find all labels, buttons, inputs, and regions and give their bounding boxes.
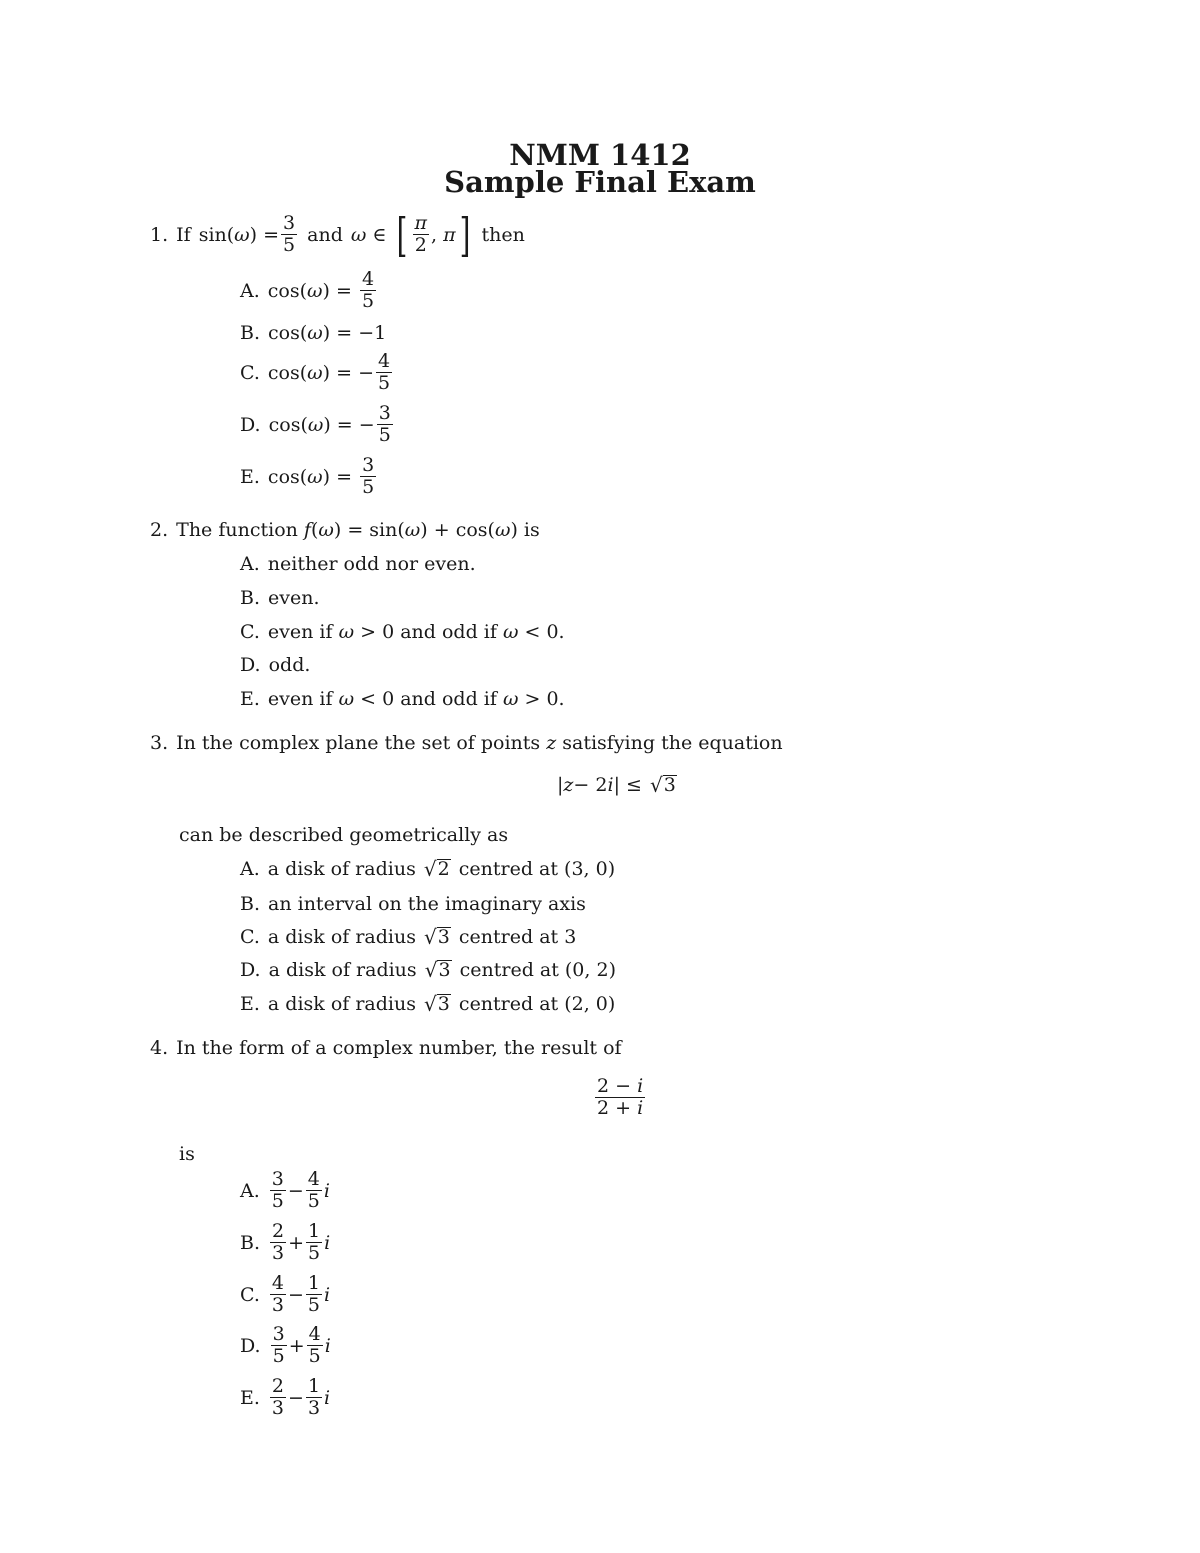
operator: − xyxy=(288,1386,304,1409)
numerator: π xyxy=(414,212,427,235)
sin-text: sin( xyxy=(198,224,235,246)
equals: ) = xyxy=(323,413,353,436)
fraction xyxy=(306,1377,322,1419)
option-text: < 0. xyxy=(524,621,565,643)
numerator: 4 xyxy=(361,268,375,290)
denominator: 3 xyxy=(307,1396,321,1419)
variable-z: z xyxy=(546,732,557,754)
option-text: centred at (2, 0) xyxy=(458,993,616,1015)
equals: ) = xyxy=(322,465,353,488)
equals: ) = xyxy=(322,361,353,384)
option-label: E. xyxy=(240,688,260,710)
q4-option-b xyxy=(240,1222,330,1264)
cos-text: cos( xyxy=(268,413,308,436)
option-text: neither odd nor even. xyxy=(267,553,476,575)
denominator: 5 xyxy=(307,1293,321,1316)
option-label: D. xyxy=(240,959,261,981)
q4-expression xyxy=(593,1077,647,1119)
denominator: 3 xyxy=(271,1293,284,1316)
abs-bar: | xyxy=(557,774,564,796)
equation-text: − 2 xyxy=(573,774,608,796)
fraction xyxy=(270,1377,286,1419)
denominator xyxy=(595,1097,645,1119)
fraction xyxy=(270,1274,286,1316)
option-label: E. xyxy=(240,465,260,488)
question-number: 1. xyxy=(150,224,169,246)
omega: ω xyxy=(338,621,355,643)
denominator: 5 xyxy=(307,1189,320,1212)
numerator: 4 xyxy=(307,1168,320,1190)
question-1-stem xyxy=(150,208,525,262)
num-text: 2 − xyxy=(597,1075,632,1097)
denominator: 5 xyxy=(361,289,375,312)
question-number: 4. xyxy=(150,1037,169,1059)
q2-option-d xyxy=(240,654,310,676)
q4-option-e xyxy=(240,1377,330,1419)
denominator: 2 xyxy=(414,234,427,256)
q3-option-a xyxy=(240,858,615,880)
equation-text: | ≤ xyxy=(613,774,642,796)
option-text: odd. xyxy=(268,654,311,676)
option-text: > 0. xyxy=(524,688,565,710)
option-text: even if xyxy=(267,688,333,710)
stem-text: can be described geometrically as xyxy=(179,824,509,846)
q2-option-a xyxy=(240,553,476,575)
fraction xyxy=(281,214,297,256)
square-root xyxy=(425,960,452,980)
fraction xyxy=(376,352,392,394)
fraction xyxy=(306,1222,322,1264)
omega: ω xyxy=(338,688,355,710)
denominator: 3 xyxy=(272,1241,285,1264)
fraction xyxy=(360,270,376,312)
q4-option-d xyxy=(240,1325,331,1367)
denominator: 5 xyxy=(378,423,391,446)
omega: ω xyxy=(307,361,323,384)
word: If xyxy=(176,224,191,246)
option-label: E. xyxy=(240,1386,260,1409)
question-3-stem xyxy=(150,732,783,754)
fraction xyxy=(413,214,430,256)
option-label: D. xyxy=(240,654,261,676)
option-text: centred at (3, 0) xyxy=(458,858,616,880)
square-root xyxy=(424,994,451,1014)
imaginary-i: i xyxy=(324,1231,331,1254)
option-text: a disk of radius xyxy=(267,926,416,948)
omega: ω xyxy=(404,519,421,541)
pi: π xyxy=(443,224,456,246)
square-root xyxy=(650,775,677,795)
option-text: > 0 and odd if xyxy=(360,621,497,643)
imaginary-i: i xyxy=(323,1179,330,1202)
q1-option-d xyxy=(240,404,395,446)
imaginary-i: i xyxy=(637,1075,644,1097)
denominator: 5 xyxy=(272,1344,285,1367)
omega: ω xyxy=(318,519,334,541)
stem-text: is xyxy=(179,1143,195,1165)
imaginary-i: i xyxy=(637,1096,644,1119)
omega: ω xyxy=(494,519,511,541)
q1-option-b xyxy=(240,322,386,344)
q4-option-c xyxy=(240,1274,330,1316)
radical-sign: √ xyxy=(423,857,437,881)
operator: − xyxy=(288,1283,304,1306)
cos-text: cos( xyxy=(268,322,308,344)
q1-option-e xyxy=(240,456,378,498)
numerator: 3 xyxy=(283,212,296,235)
option-text: even. xyxy=(268,587,320,609)
fraction xyxy=(360,456,376,498)
den-text: 2 + xyxy=(597,1096,632,1119)
fraction xyxy=(377,404,393,446)
minus-sign: − xyxy=(358,413,375,436)
stem-text: The function xyxy=(176,519,298,541)
square-root xyxy=(424,927,451,947)
option-label: B. xyxy=(240,587,261,609)
option-text: centred at (0, 2) xyxy=(459,959,616,981)
fraction xyxy=(306,1274,322,1316)
operator: − xyxy=(287,1179,304,1202)
numerator: 2 xyxy=(271,1375,285,1397)
numerator: 4 xyxy=(308,1323,321,1345)
option-label: A. xyxy=(240,553,260,575)
stem-text: ) is xyxy=(510,519,540,541)
imaginary-i: i xyxy=(324,1283,331,1306)
q1-option-c xyxy=(240,352,394,394)
radicand: 2 xyxy=(437,858,450,880)
option-text: an interval on the imaginary axis xyxy=(268,893,586,915)
q2-option-e xyxy=(240,688,565,710)
radicand: 3 xyxy=(663,774,676,796)
omega: ω xyxy=(307,322,323,344)
q3-option-d xyxy=(240,959,616,981)
square-root xyxy=(424,859,451,879)
fraction xyxy=(306,1170,322,1212)
option-text: < 0 and odd if xyxy=(360,688,497,710)
exam-title: Sample Final Exam xyxy=(444,165,756,199)
option-text: a disk of radius xyxy=(267,993,416,1015)
numerator: 2 xyxy=(272,1220,285,1242)
comma: , xyxy=(431,224,438,246)
question-number: 3. xyxy=(150,732,169,754)
omega: ω xyxy=(234,224,250,246)
left-bracket: [ xyxy=(396,208,407,262)
q3-equation xyxy=(557,774,679,796)
operator: + xyxy=(288,1334,305,1357)
radicand: 3 xyxy=(438,959,451,981)
option-text: even if xyxy=(267,621,333,643)
numerator: 3 xyxy=(362,454,375,476)
denominator: 5 xyxy=(308,1241,321,1264)
denominator: 5 xyxy=(378,371,391,394)
option-text: centred at 3 xyxy=(458,926,577,948)
question-number: 2. xyxy=(150,519,169,541)
option-label: B. xyxy=(240,1231,261,1254)
numerator: 3 xyxy=(271,1168,284,1190)
course-title: NMM 1412 xyxy=(509,138,691,172)
radical-sign: √ xyxy=(424,925,437,949)
word: then xyxy=(481,224,525,246)
q4-option-a xyxy=(240,1170,330,1212)
option-label: C. xyxy=(240,1283,260,1306)
imaginary-i: i xyxy=(324,1334,331,1357)
equals: ) = xyxy=(249,224,280,246)
q2-option-b xyxy=(240,587,320,609)
numerator: 3 xyxy=(378,402,391,424)
numerator: 1 xyxy=(308,1220,321,1242)
q3-option-e xyxy=(240,993,615,1015)
option-label: A. xyxy=(240,279,260,302)
radical-sign: √ xyxy=(424,958,438,982)
omega: ω xyxy=(502,621,519,643)
radical-sign: √ xyxy=(649,773,663,797)
numerator: 1 xyxy=(307,1375,321,1397)
denominator: 3 xyxy=(271,1396,285,1419)
cos-text: cos( xyxy=(267,465,308,488)
option-label: B. xyxy=(240,322,261,344)
numerator: 1 xyxy=(307,1272,321,1294)
function-f: f xyxy=(303,519,311,541)
fraction xyxy=(307,1325,323,1367)
stem-text: satisfying the equation xyxy=(562,732,783,754)
question-4-stem xyxy=(150,1037,622,1059)
q3-option-b xyxy=(240,893,586,915)
omega: ω xyxy=(307,465,323,488)
right-bracket: ] xyxy=(459,208,470,262)
q3-after-text xyxy=(179,824,508,846)
numerator: 3 xyxy=(272,1323,285,1345)
q1-option-a xyxy=(240,270,378,312)
imaginary-i: i xyxy=(607,774,614,796)
denominator: 5 xyxy=(308,1344,321,1367)
word: and xyxy=(307,224,343,246)
q2-option-c xyxy=(240,621,565,643)
equals: ) = xyxy=(322,322,353,344)
fraction xyxy=(270,1170,286,1212)
omega: ω xyxy=(307,413,324,436)
radicand: 3 xyxy=(437,926,450,948)
variable-z: z xyxy=(563,774,574,796)
operator: + xyxy=(288,1231,305,1254)
stem-text: In the form of a complex number, the result of xyxy=(176,1037,622,1059)
option-label: D. xyxy=(240,413,261,436)
imaginary-i: i xyxy=(324,1386,331,1409)
omega: ω xyxy=(502,688,519,710)
stem-text: ) + cos( xyxy=(420,519,495,541)
q4-is-text xyxy=(179,1143,195,1165)
denominator: 5 xyxy=(271,1189,284,1212)
option-text: a disk of radius xyxy=(267,858,416,880)
denominator: 5 xyxy=(362,475,375,498)
cos-text: cos( xyxy=(267,279,308,302)
numerator: 4 xyxy=(271,1272,284,1294)
fraction xyxy=(270,1222,286,1264)
numerator xyxy=(595,1077,645,1097)
option-text: a disk of radius xyxy=(268,959,417,981)
stem-text: ) = sin( xyxy=(333,519,405,541)
option-label: E. xyxy=(240,993,260,1015)
element-of: ∈ xyxy=(372,224,387,246)
radicand: 3 xyxy=(437,993,450,1015)
option-label: A. xyxy=(240,1179,260,1202)
option-label: C. xyxy=(240,361,260,384)
fraction xyxy=(271,1325,287,1367)
stem-text: In the complex plane the set of points xyxy=(176,732,541,754)
radical-sign: √ xyxy=(424,992,437,1016)
fraction xyxy=(595,1077,645,1119)
option-label: D. xyxy=(240,1334,261,1357)
numerator: 4 xyxy=(378,350,391,372)
question-2-stem: 2. The function f ( ω ) = sin( ω ) + cos( ω ) is xyxy=(150,519,540,541)
denominator: 5 xyxy=(283,234,296,256)
minus-sign: − xyxy=(358,361,374,384)
omega: ω xyxy=(350,224,367,246)
omega: ω xyxy=(307,279,323,302)
option-label: B. xyxy=(240,893,261,915)
option-label: C. xyxy=(240,926,260,948)
option-value: −1 xyxy=(358,322,387,344)
option-label: A. xyxy=(240,858,260,880)
q3-option-c xyxy=(240,926,576,948)
equals: ) = xyxy=(322,279,352,302)
cos-text: cos( xyxy=(267,361,308,384)
option-label: C. xyxy=(240,621,260,643)
